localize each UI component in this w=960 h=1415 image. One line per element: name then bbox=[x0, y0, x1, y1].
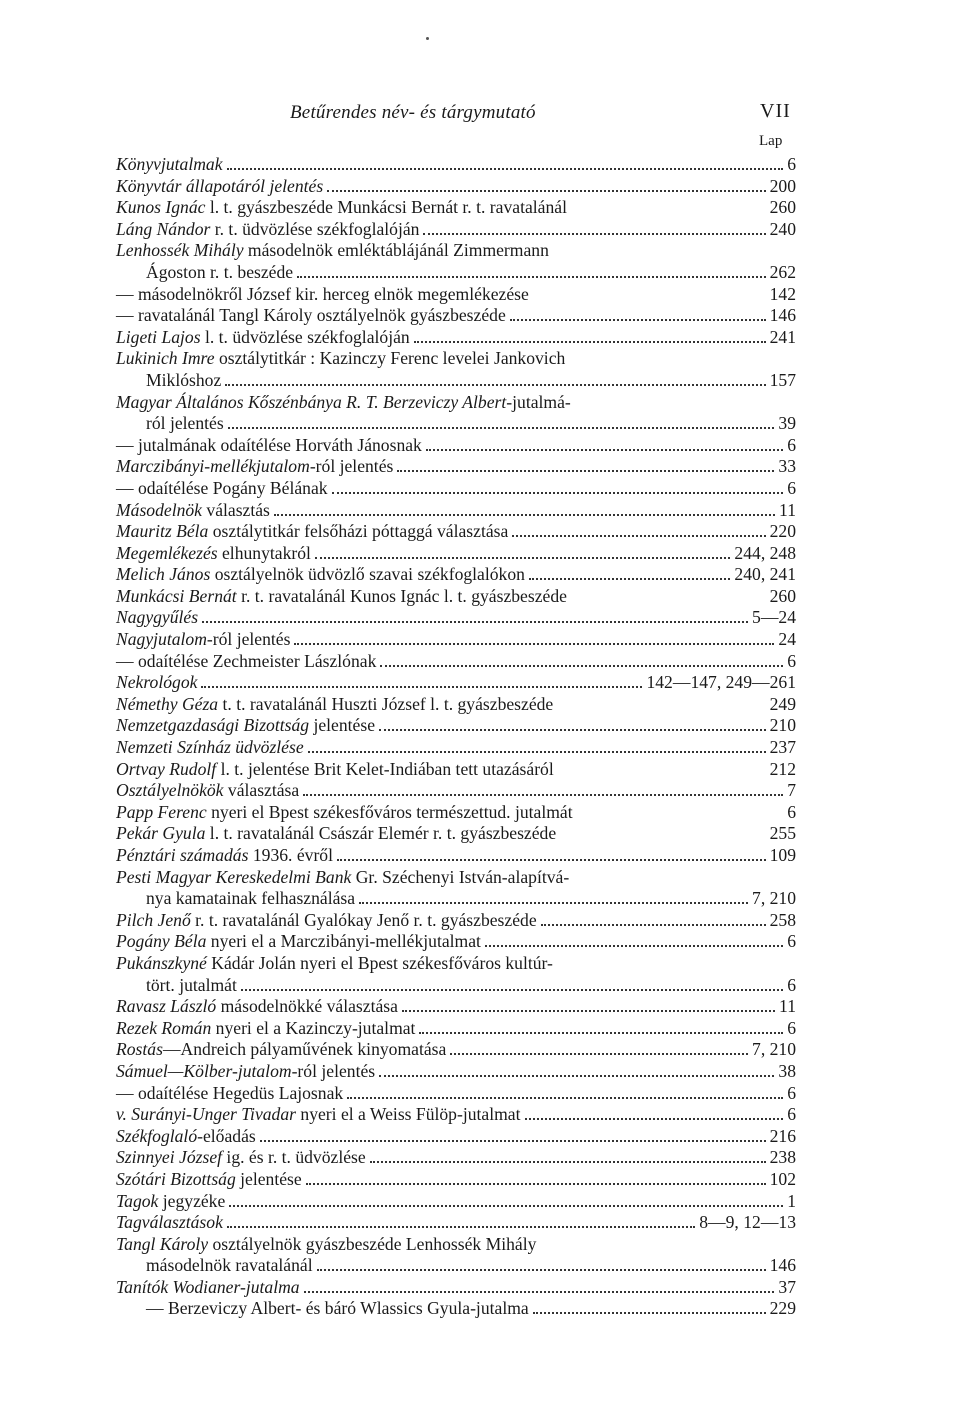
index-entry-text: Mauritz Béla osztálytitkár felsőházi póttaggá választása bbox=[116, 521, 509, 542]
index-entry-text: Sámuel—Kölber-jutalom-ról jelentés bbox=[116, 1060, 376, 1081]
index-entry bbox=[116, 845, 796, 867]
index-entry-text: Pukánszkyné Kádár Jolán nyeri el Bpest székesfőváros kultúr- bbox=[116, 952, 553, 973]
index-entry-text: Tangl Károly osztályelnök gyászbeszéde Lenhossék Mihály bbox=[116, 1233, 537, 1254]
index-entry bbox=[116, 975, 796, 997]
index-entry bbox=[116, 1234, 796, 1256]
index-entry-page: 146 bbox=[769, 1255, 796, 1276]
index-entry bbox=[116, 543, 796, 565]
dot-leader bbox=[201, 686, 642, 688]
dot-leader bbox=[380, 665, 783, 667]
index-entry-page: 237 bbox=[769, 737, 796, 758]
index-entry-text: Melich János osztályelnök üdvözlő szavai székfoglalókon bbox=[116, 564, 525, 585]
index-entry-text: — odaítélése Hegedüs Lajosnak bbox=[116, 1082, 344, 1103]
dot-leader bbox=[229, 1205, 783, 1207]
index-entry-page: 6 bbox=[787, 974, 796, 995]
index-entry bbox=[116, 154, 796, 176]
index-entry-page: 11 bbox=[779, 996, 796, 1017]
index-entry-text: — ravatalánál Tangl Károly osztályelnök gyászbeszéde bbox=[116, 305, 506, 326]
index-entry bbox=[116, 1039, 796, 1061]
index-entry-text: v. Surányi-Unger Tivadar nyeri el a Weiss Fülöp-jutalmat bbox=[116, 1104, 521, 1125]
index-entry-page: 8—9, 12—13 bbox=[699, 1212, 796, 1233]
index-entry bbox=[116, 737, 796, 759]
index-entry-text: Miklóshoz bbox=[146, 369, 222, 390]
index-entry-text: — másodelnökről József kir. herceg elnök megemlékezése bbox=[116, 283, 529, 304]
index-entry bbox=[116, 759, 796, 781]
index-entry bbox=[116, 715, 796, 737]
index-entry bbox=[116, 1018, 796, 1040]
index-entry bbox=[116, 197, 796, 219]
index-entry-text: Rostás—Andreich pályaművének kinyomatása bbox=[116, 1039, 447, 1060]
index-entry bbox=[116, 629, 796, 651]
index-entry-text: Pénztári számadás 1936. évről bbox=[116, 845, 333, 865]
index-entry-page: 262 bbox=[769, 261, 796, 282]
index-entry-page: 200 bbox=[769, 175, 796, 196]
index-entry-page: 212 bbox=[769, 758, 796, 779]
index-entry-text: Pekár Gyula l. t. ravatalánál Császár Elemér r. t. gyászbeszéde bbox=[116, 823, 557, 844]
dot-leader bbox=[308, 751, 766, 753]
index-entry-text: — jutalmának odaítélése Horváth Jánosnak bbox=[116, 434, 422, 455]
index-entry-text: Könyvjutalmak bbox=[116, 154, 223, 174]
index-entry-text: Némethy Géza t. t. ravatalánál Huszti József l. t. gyászbeszéde bbox=[116, 693, 554, 714]
index-entry-page: 240 bbox=[769, 218, 796, 239]
dot-leader bbox=[306, 1183, 766, 1185]
index-entry-page: 102 bbox=[769, 1168, 796, 1189]
index-entry-text: Munkácsi Bernát r. t. ravatalánál Kunos Ignác l. t. gyászbeszéde bbox=[116, 585, 567, 606]
index-entry bbox=[116, 694, 796, 716]
index-entry bbox=[116, 1104, 796, 1126]
index-entry bbox=[116, 500, 796, 522]
dot-leader bbox=[419, 1032, 783, 1034]
index-entry-page: 255 bbox=[769, 823, 796, 844]
index-entry-text: Nekrológok bbox=[116, 672, 198, 693]
index-entry bbox=[116, 1212, 796, 1234]
dot-leader bbox=[426, 449, 783, 451]
index-entries bbox=[116, 154, 796, 1320]
dot-leader bbox=[274, 514, 775, 516]
dot-leader bbox=[512, 535, 765, 537]
index-entry-page: 7, 210 bbox=[752, 888, 796, 909]
index-entry-text: Tagválasztások bbox=[116, 1212, 223, 1233]
index-entry-page: 1 bbox=[787, 1190, 796, 1211]
index-entry bbox=[116, 931, 796, 953]
index-entry-text: Szótári Bizottság jelentése bbox=[116, 1168, 302, 1189]
index-entry-text: Szinnyei József ig. és r. t. üdvözlése bbox=[116, 1147, 366, 1168]
index-entry-text: Ligeti Lajos l. t. üdvözlése székfoglalóján bbox=[116, 326, 410, 347]
index-entry-page: 7 bbox=[787, 780, 796, 801]
index-entry bbox=[116, 392, 796, 414]
index-entry bbox=[116, 1083, 796, 1105]
index-entry bbox=[116, 1298, 796, 1320]
index-entry bbox=[116, 262, 796, 284]
index-entry-text: Nagyjutalom-ról jelentés bbox=[116, 629, 291, 650]
dot-leader bbox=[510, 319, 766, 321]
index-entry-text: Lukinich Imre osztálytitkár : Kazinczy Ferenc levelei Jankovich bbox=[116, 348, 566, 369]
dot-leader bbox=[327, 190, 765, 192]
dot-leader bbox=[202, 621, 748, 623]
index-entry-text: Tanítók Wodianer-jutalma bbox=[116, 1276, 300, 1297]
index-entry-page: 5—24 bbox=[752, 607, 796, 628]
index-entry-page: 241 bbox=[769, 326, 796, 347]
index-entry-page: 142—147, 249—261 bbox=[646, 672, 796, 693]
index-entry-page: 210 bbox=[769, 715, 796, 736]
index-entry bbox=[116, 413, 796, 435]
dot-leader bbox=[241, 989, 783, 991]
index-entry-text: Ortvay Rudolf l. t. jelentése Brit Kelet-Indiában tett utazásáról bbox=[116, 758, 554, 779]
index-entry-text: Kunos Ignác l. t. gyászbeszéde Munkácsi Bernát r. t. ravatalánál bbox=[116, 197, 567, 218]
index-entry bbox=[116, 176, 796, 198]
index-entry-page: 142 bbox=[769, 283, 796, 304]
index-entry-text: Ravasz László másodelnökké választása bbox=[116, 996, 398, 1017]
index-entry-text: Marczibányi-mellékjutalom-ról jelentés bbox=[116, 456, 394, 477]
index-entry-page: 220 bbox=[769, 521, 796, 542]
index-entry bbox=[116, 435, 796, 457]
index-entry bbox=[116, 888, 796, 910]
index-entry-page: 6 bbox=[787, 931, 796, 952]
dot-leader bbox=[379, 729, 766, 731]
index-entry-page: 6 bbox=[787, 154, 796, 174]
index-entry-text: Ágoston r. t. beszéde bbox=[146, 261, 294, 282]
index-entry-text: — Berzeviczy Albert- és báró Wlassics Gyula-jutalma bbox=[146, 1298, 529, 1319]
dot-leader bbox=[525, 1118, 784, 1120]
index-entry-page: 258 bbox=[769, 909, 796, 930]
index-entry-text: Láng Nándor r. t. üdvözlése székfoglalóján bbox=[116, 218, 420, 239]
dot-leader bbox=[304, 1291, 775, 1293]
dot-leader bbox=[228, 427, 775, 429]
dot-leader bbox=[379, 1075, 774, 1077]
index-entry-text: Pogány Béla nyeri el a Marczibányi-mellékjutalmat bbox=[116, 931, 481, 952]
index-entry-text: — odaítélése Pogány Bélának bbox=[116, 477, 328, 498]
dot-leader bbox=[315, 557, 731, 559]
index-entry bbox=[116, 284, 796, 306]
index-entry-text: Magyar Általános Kőszénbánya R. T. Berzeviczy Albert-jutalmá- bbox=[116, 391, 571, 412]
dot-leader bbox=[347, 1097, 783, 1099]
index-entry bbox=[116, 219, 796, 241]
dot-leader bbox=[303, 794, 783, 796]
index-entry-text: Papp Ferenc nyeri el Bpest székesfőváros természettud. jutalmát bbox=[116, 801, 573, 822]
index-entry bbox=[116, 672, 796, 694]
index-entry bbox=[116, 1191, 796, 1213]
index-entry-page: 37 bbox=[778, 1276, 796, 1297]
dot-leader bbox=[332, 492, 784, 494]
dot-leader bbox=[414, 341, 766, 343]
index-entry-text: tört. jutalmát bbox=[146, 974, 237, 995]
index-entry-page: 11 bbox=[779, 499, 796, 520]
index-entry bbox=[116, 521, 796, 543]
index-entry bbox=[116, 456, 796, 478]
index-entry bbox=[116, 953, 796, 975]
index-entry-page: 7, 210 bbox=[752, 1039, 796, 1060]
index-entry bbox=[116, 910, 796, 932]
index-entry-page: 38 bbox=[778, 1060, 796, 1081]
index-entry bbox=[116, 240, 796, 262]
index-entry-page: 260 bbox=[769, 197, 796, 218]
index-entry bbox=[116, 1255, 796, 1277]
index-entry-text: Székfoglaló-előadás bbox=[116, 1125, 256, 1146]
index-entry-text: ról jelentés bbox=[146, 413, 224, 434]
index-entry bbox=[116, 1147, 796, 1169]
index-entry-page: 238 bbox=[769, 1147, 796, 1168]
page-header-title: Betűrendes név- és tárgymutató bbox=[290, 102, 536, 123]
index-entry-text: Másodelnök választás bbox=[116, 499, 270, 520]
index-entry-page: 6 bbox=[787, 434, 796, 455]
index-entry bbox=[116, 370, 796, 392]
dot-leader bbox=[337, 859, 766, 861]
index-entry-text: nya kamatainak felhasználása bbox=[146, 888, 356, 909]
index-entry-text: Pesti Magyar Kereskedelmi Bank Gr. Széchenyi István-alapítvá- bbox=[116, 866, 570, 887]
index-entry-text: Megemlékezés elhunytakról bbox=[116, 542, 311, 563]
dot-leader bbox=[450, 1053, 748, 1055]
dot-leader bbox=[529, 578, 730, 580]
index-entry-page: 24 bbox=[778, 629, 796, 650]
index-entry bbox=[116, 780, 796, 802]
index-entry bbox=[116, 867, 796, 889]
scan-speck bbox=[426, 37, 429, 40]
index-entry bbox=[116, 564, 796, 586]
index-entry bbox=[116, 1126, 796, 1148]
dot-leader bbox=[485, 945, 783, 947]
index-entry-page: 157 bbox=[769, 369, 796, 390]
index-entry-text: Nagygyűlés bbox=[116, 607, 199, 628]
index-entry-page: 146 bbox=[769, 305, 796, 326]
dot-leader bbox=[359, 902, 748, 904]
index-entry bbox=[116, 823, 796, 845]
dot-leader bbox=[227, 168, 784, 170]
index-entry-page: 109 bbox=[769, 845, 796, 865]
index-entry-page: 6 bbox=[787, 477, 796, 498]
dot-leader bbox=[370, 1161, 766, 1163]
index-entry-page: 6 bbox=[787, 801, 796, 822]
index-entry-text: Nemzetgazdasági Bizottság jelentése bbox=[116, 715, 376, 736]
index-entry bbox=[116, 651, 796, 673]
page-number: VII bbox=[760, 100, 791, 122]
dot-leader bbox=[294, 643, 774, 645]
dot-leader bbox=[317, 1269, 766, 1271]
dot-leader bbox=[402, 1010, 775, 1012]
dot-leader bbox=[397, 470, 774, 472]
index-entry bbox=[116, 1169, 796, 1191]
index-entry bbox=[116, 1277, 796, 1299]
index-entry-text: Lenhossék Mihály másodelnök emléktáblájánál Zimmermann bbox=[116, 240, 549, 261]
index-entry-page: 240, 241 bbox=[734, 564, 796, 585]
index-entry bbox=[116, 348, 796, 370]
index-entry-page: 6 bbox=[787, 1104, 796, 1125]
index-entry-page: 229 bbox=[769, 1298, 796, 1319]
index-entry-page: 244, 248 bbox=[734, 542, 796, 563]
dot-leader bbox=[227, 1226, 695, 1228]
index-entry bbox=[116, 305, 796, 327]
index-entry-page: 6 bbox=[787, 1082, 796, 1103]
dot-leader bbox=[225, 384, 765, 386]
dot-leader bbox=[260, 1140, 766, 1142]
index-entry-page: 260 bbox=[769, 585, 796, 606]
index-entry-text: Nemzeti Színház üdvözlése bbox=[116, 737, 304, 758]
page-column-label: Lap bbox=[759, 133, 783, 149]
index-entry-text: Könyvtár állapotáról jelentés bbox=[116, 175, 324, 196]
index-entry-text: Tagok jegyzéke bbox=[116, 1190, 226, 1211]
dot-leader bbox=[533, 1312, 766, 1314]
index-entry-page: 6 bbox=[787, 650, 796, 671]
dot-leader bbox=[541, 924, 766, 926]
index-entry bbox=[116, 586, 796, 608]
index-entry-text: Pilch Jenő r. t. ravatalánál Gyalókay Jenő r. t. gyászbeszéde bbox=[116, 909, 537, 930]
index-entry-page: 249 bbox=[769, 693, 796, 714]
dot-leader bbox=[297, 276, 766, 278]
index-entry bbox=[116, 327, 796, 349]
index-entry-text: Osztályelnökök választása bbox=[116, 780, 300, 801]
index-entry-page: 6 bbox=[787, 1017, 796, 1038]
index-entry bbox=[116, 1061, 796, 1083]
index-entry bbox=[116, 802, 796, 824]
dot-leader bbox=[423, 233, 765, 235]
index-entry bbox=[116, 478, 796, 500]
index-entry-text: másodelnök ravatalánál bbox=[146, 1255, 313, 1276]
index-entry-page: 216 bbox=[769, 1125, 796, 1146]
index-entry-text: — odaítélése Zechmeister Lászlónak bbox=[116, 650, 377, 671]
index-entry bbox=[116, 996, 796, 1018]
index-entry-page: 39 bbox=[778, 413, 796, 434]
index-entry-text: Rezek Román nyeri el a Kazinczy-jutalmat bbox=[116, 1017, 416, 1038]
index-entry-page: 33 bbox=[778, 456, 796, 477]
index-entry bbox=[116, 607, 796, 629]
